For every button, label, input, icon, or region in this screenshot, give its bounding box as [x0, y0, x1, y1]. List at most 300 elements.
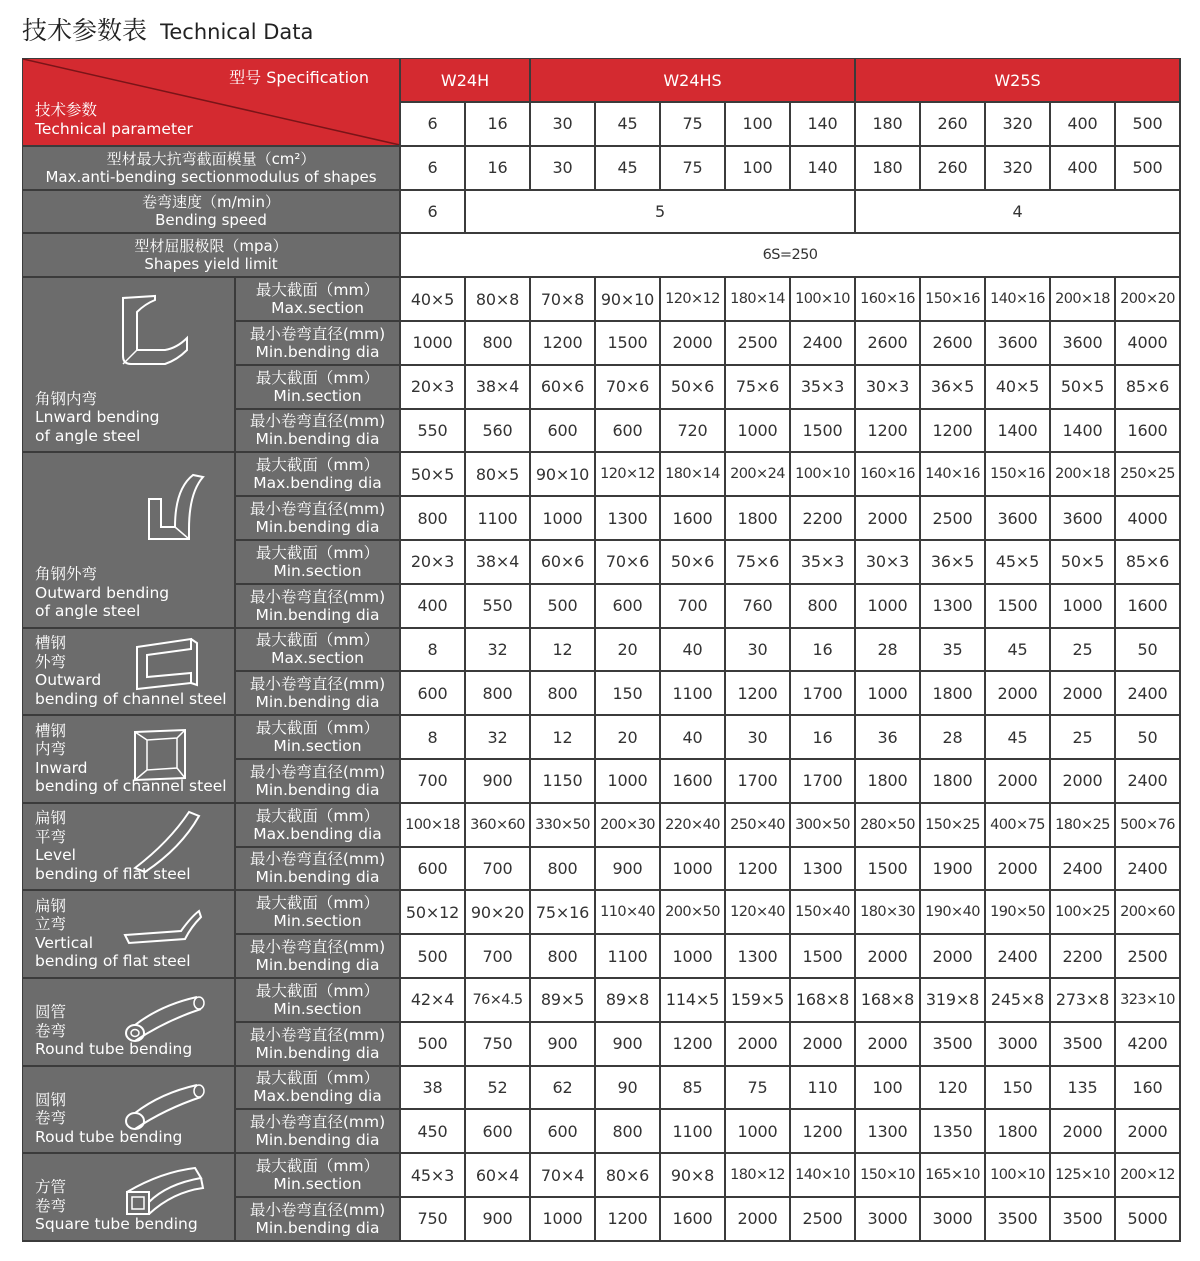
table-cell: 40 [661, 629, 724, 671]
table-cell: 50×12 [401, 891, 464, 933]
table-cell: 135 [1051, 1067, 1114, 1109]
modulus-label-cn: 型材最大抗弯截面模量（cm²） [106, 149, 316, 168]
table-cell: 600 [401, 848, 464, 890]
table-cell: 150×25 [921, 804, 984, 846]
table-cell: 800 [531, 672, 594, 714]
row-label-en: Min.section [273, 912, 362, 931]
table-cell: 2000 [856, 497, 919, 539]
category-label [35, 809, 191, 883]
table-cell: 900 [596, 848, 659, 890]
modulus-cell: 16 [466, 147, 529, 189]
table-cell: 1200 [726, 672, 789, 714]
table-cell: 45 [986, 716, 1049, 758]
table-cell: 200×30 [596, 804, 659, 846]
table-cell: 3600 [1051, 322, 1114, 364]
table-cell: 2000 [986, 760, 1049, 802]
table-cell: 1200 [531, 322, 594, 364]
category-label-line: 卷弯 [35, 1109, 67, 1128]
table-cell: 75×6 [726, 366, 789, 408]
table-cell: 180×14 [726, 278, 789, 320]
row-label-en: Min.section [273, 999, 362, 1018]
table-cell: 45×3 [401, 1154, 464, 1196]
table-cell: 1000 [596, 760, 659, 802]
table-cell: 30×3 [856, 366, 919, 408]
row-label [236, 1198, 399, 1240]
row-label-cn: 最大截面（mm） [255, 719, 380, 738]
row-label-cn: 最大截面（mm） [255, 981, 380, 1000]
table-cell: 900 [466, 1198, 529, 1240]
row-label-en: Min.section [273, 1175, 362, 1194]
table-cell: 1000 [531, 1198, 594, 1240]
table-cell: 2000 [856, 935, 919, 977]
size-cell: 75 [661, 103, 724, 145]
table-cell: 250×40 [726, 804, 789, 846]
row-label [236, 453, 399, 495]
table-cell: 3000 [986, 1023, 1049, 1065]
table-cell: 1800 [921, 760, 984, 802]
table-cell: 120×12 [661, 278, 724, 320]
row-label-en: Min.bending dia [255, 342, 380, 361]
category-label-line: 槽钢 [35, 634, 67, 653]
category-label [35, 634, 227, 708]
category-block [23, 1067, 234, 1153]
row-label-cn: 最小卷弯直径(mm) [249, 850, 386, 869]
row-label-en: Min.bending dia [255, 430, 380, 449]
row-label [236, 672, 399, 714]
category-label-line: of angle steel [35, 602, 141, 621]
size-cell: 6 [401, 103, 464, 145]
category-label-line: 角钢内弯 [35, 389, 98, 408]
category-label-line: 卷弯 [35, 1021, 67, 1040]
row-label-en: Min.bending dia [255, 1131, 380, 1150]
table-cell: 2200 [1051, 935, 1114, 977]
table-cell: 600 [596, 410, 659, 452]
table-cell: 75 [726, 1067, 789, 1109]
table-cell: 85 [661, 1067, 724, 1109]
table-cell: 1200 [596, 1198, 659, 1240]
row-label-cn: 最小卷弯直径(mm) [249, 412, 386, 431]
table-cell: 1100 [661, 672, 724, 714]
category-label-line: Outward bending [35, 583, 170, 602]
header-corner [23, 59, 399, 145]
table-cell: 1500 [791, 935, 854, 977]
table-cell: 1600 [1116, 410, 1179, 452]
table-cell: 200×20 [1116, 278, 1179, 320]
table-cell: 2000 [921, 935, 984, 977]
table-cell: 700 [401, 760, 464, 802]
table-cell: 1600 [661, 497, 724, 539]
modulus-cell: 75 [661, 147, 724, 189]
row-label [236, 1067, 399, 1109]
table-cell: 760 [726, 585, 789, 627]
table-cell: 1300 [726, 935, 789, 977]
category-label-line: 扁钢 [35, 809, 67, 828]
row-label-en: Max.bending dia [253, 474, 382, 493]
table-cell: 30 [726, 629, 789, 671]
table-cell: 32 [466, 629, 529, 671]
table-cell: 900 [531, 1023, 594, 1065]
table-cell: 180×25 [1051, 804, 1114, 846]
row-label [236, 1110, 399, 1152]
table-cell: 25 [1051, 716, 1114, 758]
table-cell: 100×25 [1051, 891, 1114, 933]
table-cell: 330×50 [531, 804, 594, 846]
row-label-cn: 最大截面（mm） [255, 543, 380, 562]
row-label [236, 322, 399, 364]
table-cell: 245×8 [986, 979, 1049, 1021]
table-cell: 1000 [726, 1110, 789, 1152]
yield-cell: 6S=250 [401, 234, 1179, 276]
table-cell: 750 [466, 1023, 529, 1065]
row-label-cn: 最大截面（mm） [255, 894, 380, 913]
category-block [23, 1154, 234, 1240]
row-label-en: Min.bending dia [255, 605, 380, 624]
category-label-line: 立弯 [35, 915, 67, 934]
modulus-cell: 45 [596, 147, 659, 189]
row-label-en: Max.bending dia [253, 1087, 382, 1106]
table-cell: 85×6 [1116, 366, 1179, 408]
table-cell: 50 [1116, 716, 1179, 758]
category-label [35, 722, 227, 796]
table-cell: 90×10 [596, 278, 659, 320]
row-label-en: Min.bending dia [255, 1043, 380, 1062]
table-cell: 450 [401, 1110, 464, 1152]
table-cell: 1600 [1116, 585, 1179, 627]
table-cell: 2000 [1051, 760, 1114, 802]
size-cell: 400 [1051, 103, 1114, 145]
category-label-line: Level [35, 846, 76, 865]
table-cell: 1100 [596, 935, 659, 977]
table-cell: 40×5 [986, 366, 1049, 408]
modulus-label [23, 147, 399, 189]
table-cell: 190×50 [986, 891, 1049, 933]
table-cell: 1800 [856, 760, 919, 802]
table-cell: 1300 [791, 848, 854, 890]
page-title [22, 14, 313, 48]
modulus-cell: 500 [1116, 147, 1179, 189]
table-cell: 4000 [1116, 497, 1179, 539]
table-cell: 32 [466, 716, 529, 758]
table-cell: 40 [661, 716, 724, 758]
table-cell: 4000 [1116, 322, 1179, 364]
row-label-cn: 最大截面（mm） [255, 456, 380, 475]
table-cell: 1000 [531, 497, 594, 539]
table-cell: 3500 [1051, 1198, 1114, 1240]
table-cell: 140×10 [791, 1154, 854, 1196]
category-label-line: 角钢外弯 [35, 565, 98, 584]
category-label-line: 卷弯 [35, 1196, 67, 1215]
category-label-line: 平弯 [35, 827, 67, 846]
category-label-line: 槽钢 [35, 721, 67, 740]
table-cell: 36×5 [921, 541, 984, 583]
page-title-en: Technical Data [160, 20, 314, 44]
table-cell: 700 [466, 935, 529, 977]
row-label [236, 541, 399, 583]
table-cell: 35 [921, 629, 984, 671]
table-cell: 900 [596, 1023, 659, 1065]
table-cell: 2000 [661, 322, 724, 364]
row-label-cn: 最大截面（mm） [255, 281, 380, 300]
modulus-cell: 320 [986, 147, 1049, 189]
modulus-cell: 30 [531, 147, 594, 189]
size-cell: 45 [596, 103, 659, 145]
table-cell: 800 [466, 322, 529, 364]
modulus-cell: 400 [1051, 147, 1114, 189]
row-label-cn: 最大截面（mm） [255, 806, 380, 825]
table-cell: 160 [1116, 1067, 1179, 1109]
table-cell: 35×3 [791, 366, 854, 408]
table-cell: 50 [1116, 629, 1179, 671]
table-cell: 3600 [986, 497, 1049, 539]
table-cell: 12 [531, 716, 594, 758]
yield-label-en: Shapes yield limit [144, 255, 278, 274]
table-cell: 1600 [661, 1198, 724, 1240]
row-label-cn: 最大截面（mm） [255, 1157, 380, 1176]
table-cell: 1100 [466, 497, 529, 539]
modulus-cell: 260 [921, 147, 984, 189]
table-cell: 800 [531, 935, 594, 977]
table-cell: 400 [401, 585, 464, 627]
size-cell: 180 [856, 103, 919, 145]
modulus-label-en: Max.anti-bending sectionmodulus of shapes [45, 167, 377, 186]
table-cell: 1150 [531, 760, 594, 802]
modulus-cell: 140 [791, 147, 854, 189]
row-label [236, 1154, 399, 1196]
category-label-line: 圆管 [35, 1003, 67, 1022]
row-label-cn: 最小卷弯直径(mm) [249, 500, 386, 519]
size-cell: 140 [791, 103, 854, 145]
table-cell: 400×75 [986, 804, 1049, 846]
table-cell: 36×5 [921, 366, 984, 408]
page-title-cn: 技术参数表 [22, 16, 148, 45]
table-cell: 700 [661, 585, 724, 627]
table-cell: 1000 [401, 322, 464, 364]
table-cell: 20×3 [401, 541, 464, 583]
table-cell: 600 [466, 1110, 529, 1152]
row-label-en: Min.bending dia [255, 780, 380, 799]
table-cell: 3500 [921, 1023, 984, 1065]
size-cell: 30 [531, 103, 594, 145]
table-cell: 200×12 [1116, 1154, 1179, 1196]
table-cell: 2400 [1116, 760, 1179, 802]
table-cell: 52 [466, 1067, 529, 1109]
category-label [35, 390, 160, 446]
table-cell: 160×16 [856, 278, 919, 320]
yield-label [23, 234, 399, 276]
table-cell: 114×5 [661, 979, 724, 1021]
table-cell: 800 [401, 497, 464, 539]
speed-cell: 6 [401, 191, 464, 233]
size-cell: 500 [1116, 103, 1179, 145]
row-label [236, 760, 399, 802]
table-cell: 800 [596, 1110, 659, 1152]
row-label-en: Min.bending dia [255, 868, 380, 887]
row-label-cn: 最小卷弯直径(mm) [249, 1113, 386, 1132]
table-cell: 600 [401, 672, 464, 714]
row-label [236, 629, 399, 671]
table-cell: 2200 [791, 497, 854, 539]
technical-data-table [22, 58, 1181, 1242]
table-cell: 75×16 [531, 891, 594, 933]
category-label-line: bending of flat steel [35, 864, 191, 883]
table-cell: 2000 [1051, 672, 1114, 714]
row-label-en: Min.section [273, 561, 362, 580]
table-cell: 38×4 [466, 366, 529, 408]
table-cell: 90×10 [531, 453, 594, 495]
angle-inward-icon [115, 294, 209, 368]
table-cell: 40×5 [401, 278, 464, 320]
table-cell: 280×50 [856, 804, 919, 846]
table-cell: 1100 [661, 1110, 724, 1152]
angle-outward-icon [141, 469, 211, 543]
table-cell: 80×8 [466, 278, 529, 320]
table-cell: 2000 [791, 1023, 854, 1065]
table-cell: 800 [531, 848, 594, 890]
table-cell: 900 [466, 760, 529, 802]
table-cell: 2500 [1116, 935, 1179, 977]
model-header-w24hs: W24HS [531, 59, 854, 101]
row-label [236, 585, 399, 627]
row-label-cn: 最大截面（mm） [255, 631, 380, 650]
table-cell: 110×40 [596, 891, 659, 933]
table-cell: 70×6 [596, 541, 659, 583]
table-cell: 2400 [791, 322, 854, 364]
table-cell: 89×8 [596, 979, 659, 1021]
table-cell: 90×20 [466, 891, 529, 933]
table-cell: 45 [986, 629, 1049, 671]
table-cell: 1800 [726, 497, 789, 539]
table-cell: 720 [661, 410, 724, 452]
table-cell: 550 [401, 410, 464, 452]
row-label-cn: 最小卷弯直径(mm) [249, 762, 386, 781]
table-cell: 28 [921, 716, 984, 758]
row-label-cn: 最大截面（mm） [255, 368, 380, 387]
table-cell: 1900 [921, 848, 984, 890]
table-cell: 1000 [661, 848, 724, 890]
row-label [236, 848, 399, 890]
category-label-line: Round tube bending [35, 1040, 193, 1059]
table-cell: 2000 [986, 672, 1049, 714]
table-cell: 2500 [791, 1198, 854, 1240]
table-cell: 800 [466, 672, 529, 714]
table-cell: 150×10 [856, 1154, 919, 1196]
category-block [23, 629, 234, 715]
table-cell: 300×50 [791, 804, 854, 846]
table-cell: 3500 [1051, 1023, 1114, 1065]
category-label [35, 1003, 192, 1059]
table-cell: 319×8 [921, 979, 984, 1021]
category-label [35, 1091, 182, 1147]
table-cell: 2400 [986, 935, 1049, 977]
table-cell: 75×6 [726, 541, 789, 583]
row-label-en: Max.section [271, 299, 364, 318]
category-block [23, 979, 234, 1065]
row-label-en: Min.bending dia [255, 693, 380, 712]
table-cell: 180×14 [661, 453, 724, 495]
table-cell: 2000 [726, 1023, 789, 1065]
speed-label [23, 191, 399, 233]
table-cell: 180×12 [726, 1154, 789, 1196]
table-cell: 100×10 [986, 1154, 1049, 1196]
table-cell: 1500 [986, 585, 1049, 627]
table-cell: 500×76 [1116, 804, 1179, 846]
table-cell: 150×40 [791, 891, 854, 933]
table-cell: 120×40 [726, 891, 789, 933]
category-label [35, 565, 169, 621]
table-cell: 3000 [856, 1198, 919, 1240]
table-cell: 200×60 [1116, 891, 1179, 933]
table-cell: 1700 [726, 760, 789, 802]
table-cell: 2600 [856, 322, 919, 364]
category-label-line: 内弯 [35, 740, 67, 759]
table-cell: 1800 [986, 1110, 1049, 1152]
table-cell: 1200 [856, 410, 919, 452]
category-label-line: 外弯 [35, 652, 67, 671]
table-cell: 3600 [986, 322, 1049, 364]
table-cell: 2000 [726, 1198, 789, 1240]
category-block [23, 453, 234, 626]
category-label-line: 圆钢 [35, 1090, 67, 1109]
table-cell: 90 [596, 1067, 659, 1109]
table-cell: 38×4 [466, 541, 529, 583]
row-label [236, 497, 399, 539]
table-cell: 125×10 [1051, 1154, 1114, 1196]
row-label-cn: 最小卷弯直径(mm) [249, 1200, 386, 1219]
table-cell: 30 [726, 716, 789, 758]
table-cell: 60×4 [466, 1154, 529, 1196]
row-label-en: Min.bending dia [255, 518, 380, 537]
table-cell: 1400 [1051, 410, 1114, 452]
table-cell: 600 [596, 585, 659, 627]
table-cell: 100×18 [401, 804, 464, 846]
row-label-en: Min.section [273, 386, 362, 405]
table-cell: 2400 [1116, 848, 1179, 890]
table-cell: 8 [401, 629, 464, 671]
table-cell: 60×6 [531, 366, 594, 408]
category-label [35, 1178, 198, 1234]
table-cell: 1300 [921, 585, 984, 627]
table-cell: 8 [401, 716, 464, 758]
modulus-cell: 180 [856, 147, 919, 189]
table-cell: 90×8 [661, 1154, 724, 1196]
row-label [236, 366, 399, 408]
table-cell: 1000 [856, 672, 919, 714]
speed-cell: 4 [856, 191, 1179, 233]
table-cell: 28 [856, 629, 919, 671]
table-cell: 1000 [1051, 585, 1114, 627]
table-cell: 1400 [986, 410, 1049, 452]
table-cell: 76×4.5 [466, 979, 529, 1021]
table-cell: 120×12 [596, 453, 659, 495]
category-label [35, 897, 191, 971]
table-cell: 160×16 [856, 453, 919, 495]
table-cell: 200×24 [726, 453, 789, 495]
table-cell: 1800 [921, 672, 984, 714]
table-cell: 1200 [726, 848, 789, 890]
table-cell: 38 [401, 1067, 464, 1109]
table-cell: 140×16 [921, 453, 984, 495]
row-label-en: Max.bending dia [253, 824, 382, 843]
row-label [236, 716, 399, 758]
table-cell: 500 [401, 1023, 464, 1065]
table-cell: 110 [791, 1067, 854, 1109]
table-cell: 200×18 [1051, 278, 1114, 320]
category-label-line: bending of channel steel [35, 777, 227, 796]
category-label-line: of angle steel [35, 426, 141, 445]
row-label-cn: 最小卷弯直径(mm) [249, 675, 386, 694]
row-label-cn: 最小卷弯直径(mm) [249, 1025, 386, 1044]
table-cell: 600 [531, 410, 594, 452]
